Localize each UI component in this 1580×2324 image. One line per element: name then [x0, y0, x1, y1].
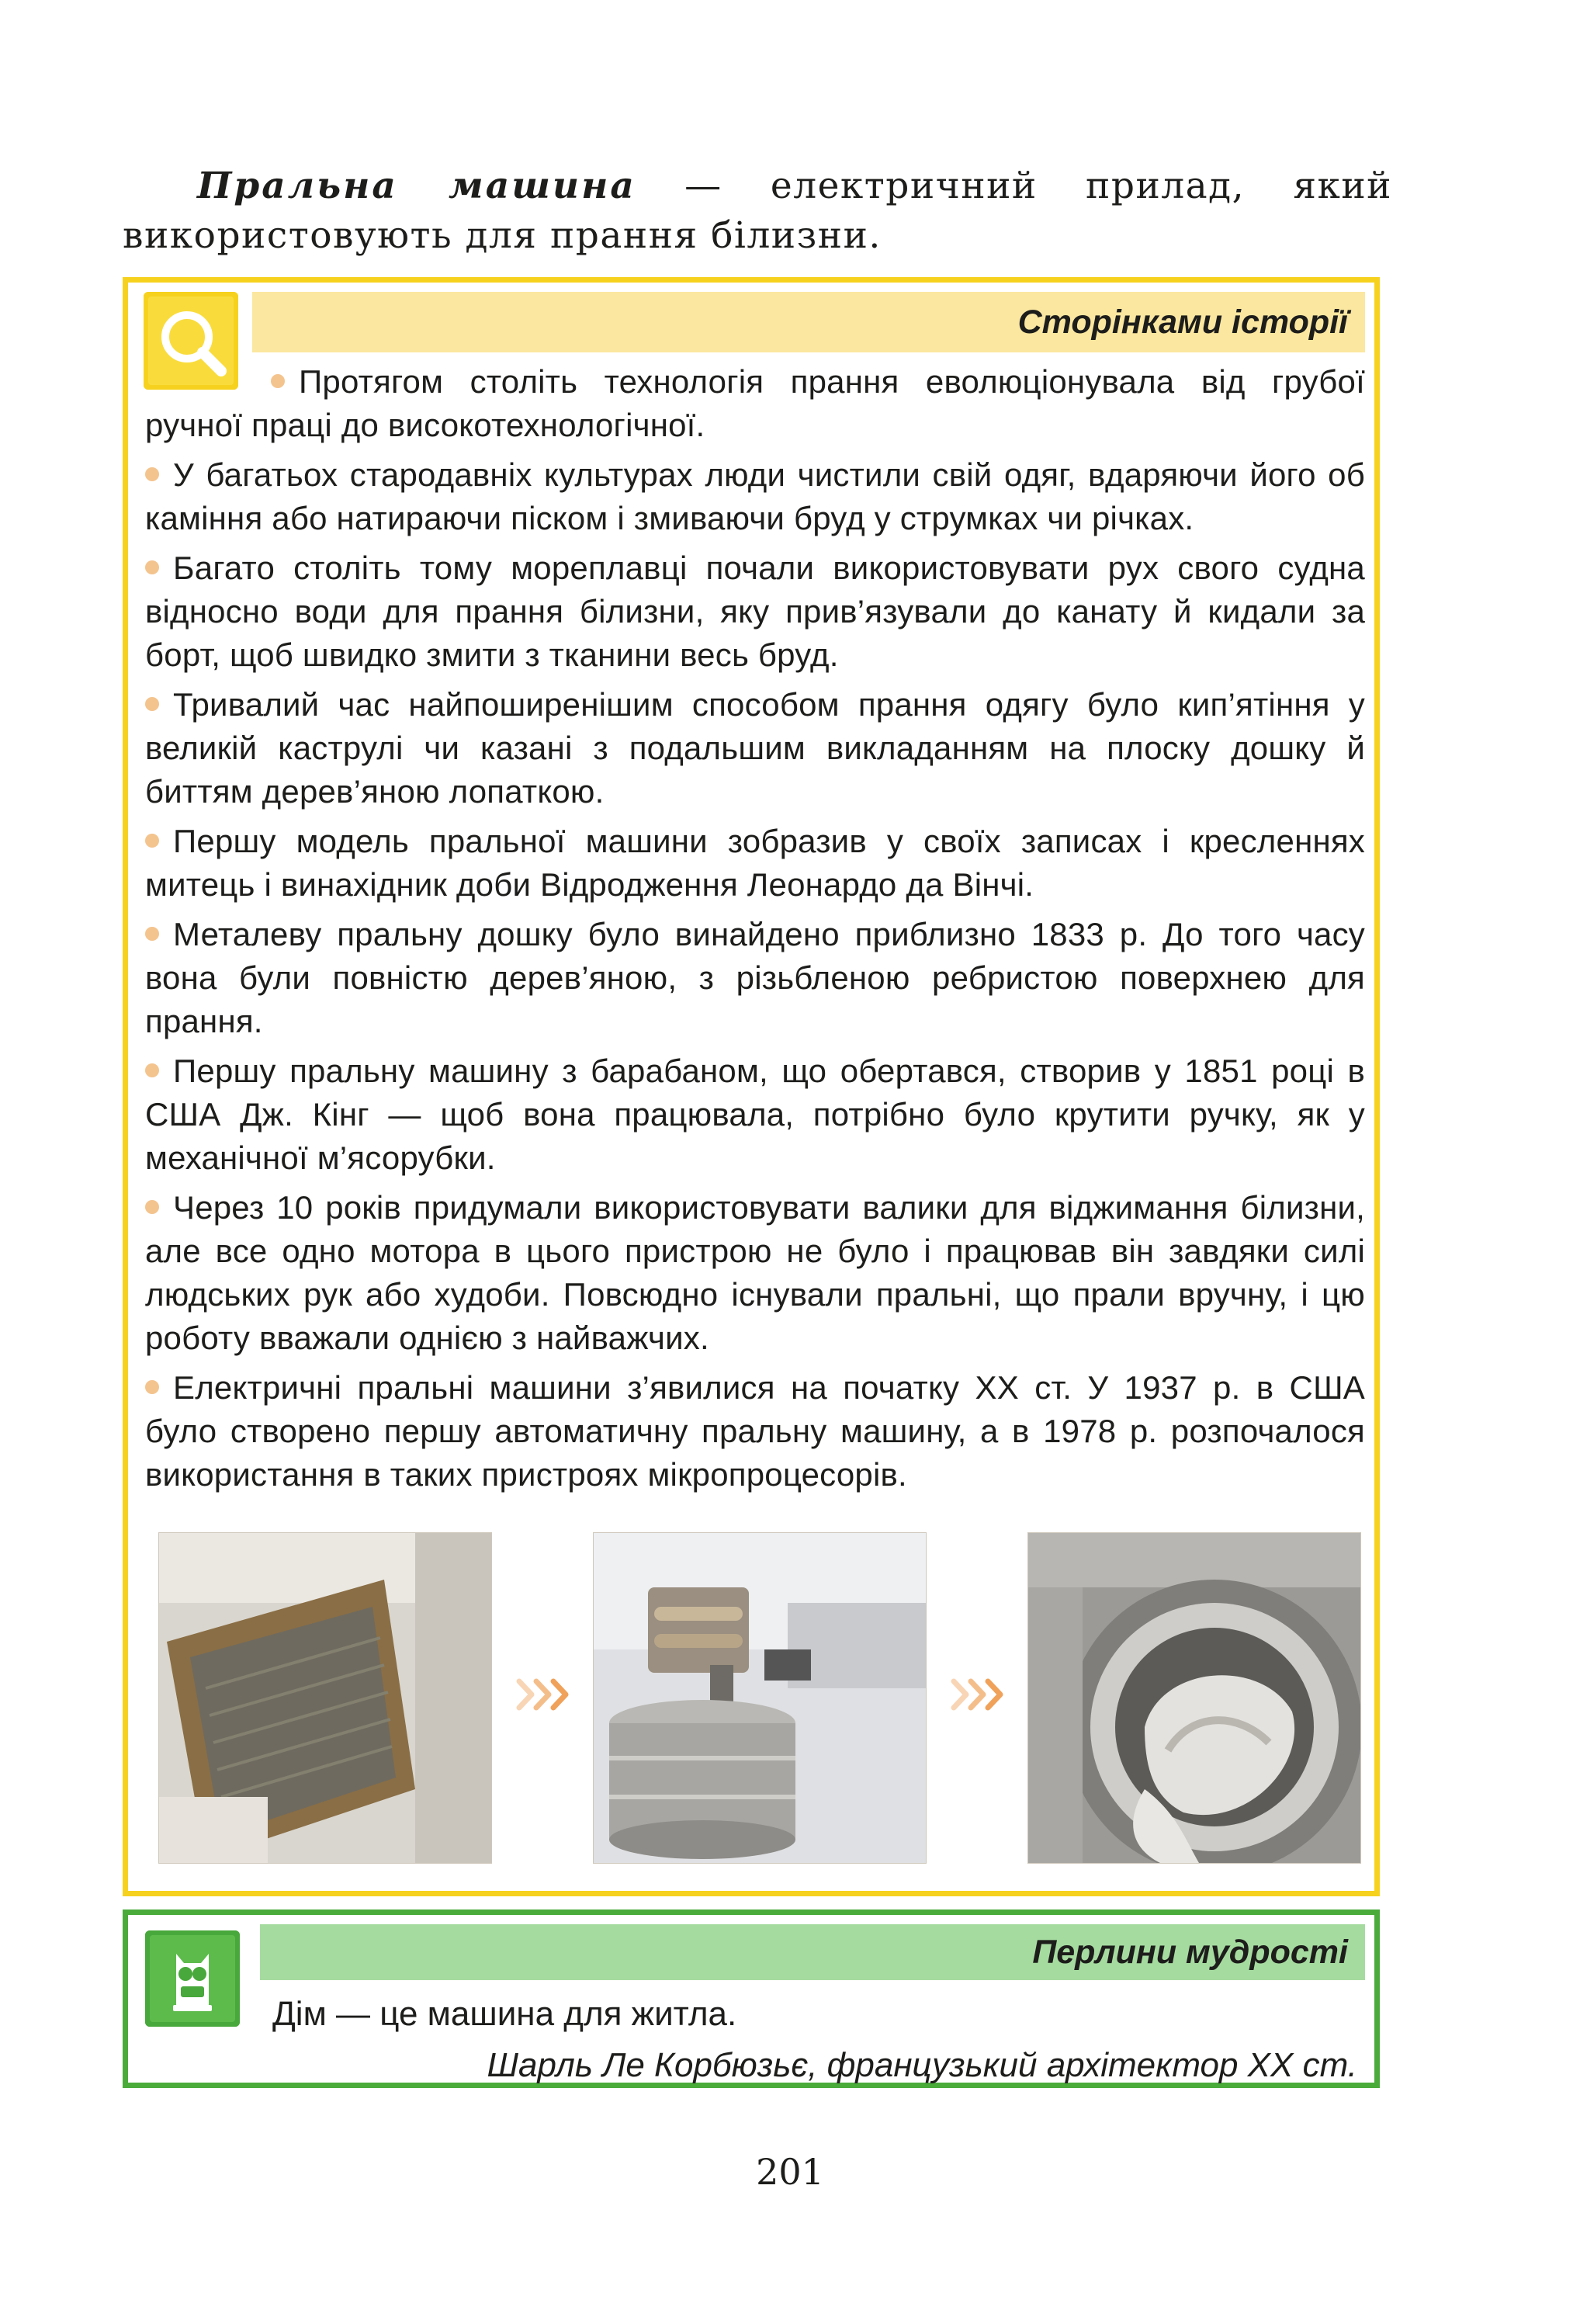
history-fact: Першу пральну машину з барабаном, що обертався, створив у 1851 році в США Дж. Кінг — щоб вона працювала, потрібно було крутити ручку, як у механічної м’ясорубки.	[145, 1053, 1365, 1176]
history-fact: Металеву пральну дошку було винайдено приблизно 1833 р. До того часу вона були повністю дерев’яною, з різьбленою ребристою поверхнею для прання.	[145, 916, 1365, 1039]
modern-washing-machine-photo	[1027, 1532, 1361, 1864]
owl-icon	[145, 1930, 240, 2027]
bullet-icon	[145, 1200, 159, 1214]
history-facts-list	[145, 360, 1365, 1503]
page-number: 201	[756, 2151, 824, 2193]
bullet-icon	[145, 1380, 159, 1394]
history-fact: Першу модель пральної машини зобразив у своїх записах і кресленнях митець і винахідник доби Відродження Леонардо да Вінчі.	[145, 823, 1365, 903]
bullet-icon	[145, 697, 159, 711]
history-box	[123, 277, 1380, 1896]
arrow-right-icon	[949, 1674, 1011, 1715]
history-title: Сторінками історії	[1017, 304, 1348, 341]
bullet-icon	[145, 927, 159, 941]
bullet-icon	[145, 1063, 159, 1077]
washboard-photo	[158, 1532, 492, 1864]
definition-paragraph	[123, 161, 1392, 261]
wisdom-quote: Дім — це машина для житла.	[272, 1995, 737, 2033]
bullet-icon	[145, 467, 159, 481]
bullet-icon	[271, 374, 285, 388]
arrow-right-icon	[515, 1674, 577, 1715]
definition-text: — електричний прилад, який використовують для прання білизни.	[123, 165, 1392, 257]
history-fact: Через 10 років придумали використовувати валики для віджимання білизни, але все одно мотора в цього пристрою не було і працював він завдяки силі людських рук або худоби. Повсюдно існували пральні, що прали вручну, і цю роботу вважали однією з найважчих.	[145, 1189, 1365, 1356]
history-fact: У багатьох стародавніх культурах люди чистили свій одяг, вдаряючи його об каміння або натираючи піском і змиваючи бруд у струмках чи річках.	[145, 456, 1365, 536]
history-header-band	[252, 292, 1365, 352]
history-fact: Протягом століть технологія прання еволюціонувала від грубої ручної праці до високотехнологічної.	[145, 363, 1365, 443]
wringer-washer-photo	[593, 1532, 927, 1864]
wisdom-header-band	[260, 1924, 1365, 1980]
history-fact: Багато століть тому мореплавці почали використовувати рух свого судна відносно води для прання білизни, яку прив’язували до канату й кидали за борт, щоб швидко змити з тканини весь бруд.	[145, 550, 1365, 673]
bullet-icon	[145, 560, 159, 574]
wisdom-title: Перлини мудрості	[1032, 1934, 1348, 1971]
defined-term: Пральна машина	[197, 165, 636, 207]
wisdom-box	[123, 1909, 1380, 2088]
quote-author: Шарль Ле Корбюзьє, французький архітектор XX ст.	[487, 2046, 1357, 2084]
bullet-icon	[145, 834, 159, 848]
history-fact: Тривалий час найпоширенішим способом прання одягу було кип’ятіння у великій каструлі чи казані з подальшим викладанням на плоску дошку й биттям дерев’яною лопаткою.	[145, 686, 1365, 810]
history-fact: Електричні пральні машини з’явилися на початку XX ст. У 1937 р. в США було створено першу автоматичну пральну машину, а в 1978 р. розпочалося використання в таких пристроях мікропроцесорів.	[145, 1369, 1365, 1493]
